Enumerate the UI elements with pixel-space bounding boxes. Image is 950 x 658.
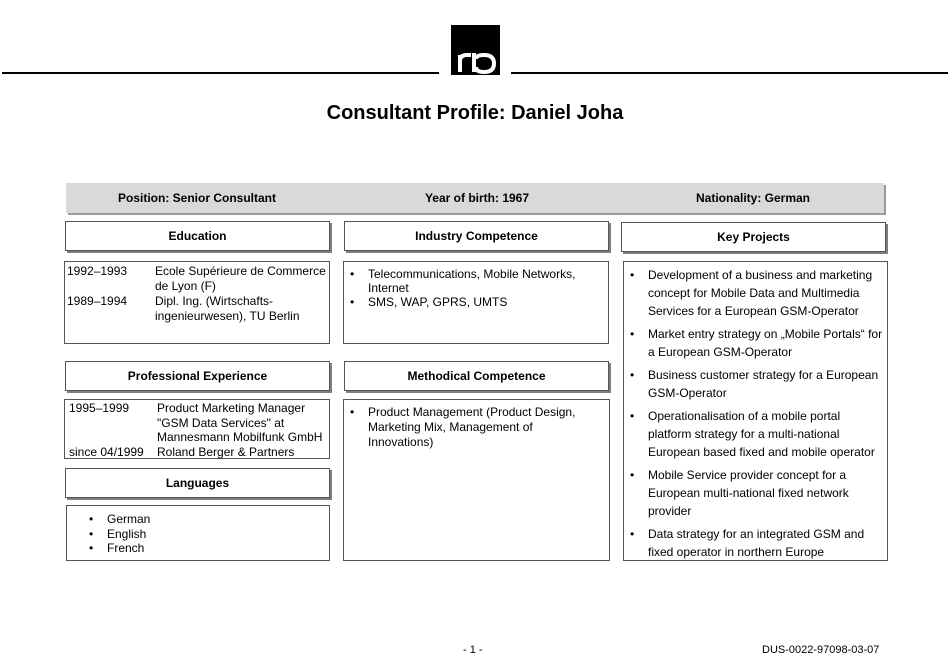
experience-heading: Professional Experience xyxy=(65,361,330,391)
industry-item: • SMS, WAP, GPRS, UMTS xyxy=(344,295,600,309)
languages-heading: Languages xyxy=(65,468,330,498)
experience-text: Roland Berger & Partners xyxy=(157,445,295,459)
project-item: • Mobile Service provider concept for a European multi-national fixed network provider xyxy=(624,466,883,520)
education-years: 1992–1993 xyxy=(67,264,128,278)
industry-item: • Telecommunications, Mobile Networks, Internet xyxy=(344,267,600,295)
experience-text: Product Marketing Manager "GSM Data Services" at Mannesmann Mobilfunk GmbH xyxy=(157,401,323,444)
education-box xyxy=(64,261,330,344)
language-item: • French xyxy=(83,541,329,556)
experience-years: since 04/1999 xyxy=(69,445,144,459)
company-logo xyxy=(451,25,500,75)
project-item: • Operationalisation of a mobile portal platform strategy for a multi-national European based fixed and mobile operator xyxy=(624,407,883,461)
projects-heading: Key Projects xyxy=(621,222,886,252)
industry-box xyxy=(343,261,609,344)
education-text: Ecole Supérieure de Commerce de Lyon (F) xyxy=(155,264,326,293)
project-item: • Development of a business and marketing concept for Mobile Data and Multimedia Services for a European GSM-Operator xyxy=(624,266,883,320)
page-number: - 1 - xyxy=(463,644,483,656)
languages-box xyxy=(66,505,330,561)
methodical-heading: Methodical Competence xyxy=(344,361,609,391)
methodical-item: • Product Management (Product Design, Marketing Mix, Management of Innovations) xyxy=(344,405,593,450)
page-title: Consultant Profile: Daniel Joha xyxy=(326,102,624,124)
project-item: • Market entry strategy on „Mobile Portals“ for a European GSM-Operator xyxy=(624,325,883,361)
header-rule-left xyxy=(2,72,439,74)
methodical-box xyxy=(343,399,610,561)
language-item: • German xyxy=(83,512,329,527)
projects-box xyxy=(623,261,888,561)
project-item: • Data strategy for an integrated GSM and fixed operator in northern Europe xyxy=(624,525,883,561)
logo-mark xyxy=(451,25,500,75)
industry-heading: Industry Competence xyxy=(344,221,609,251)
education-heading: Education xyxy=(65,221,330,251)
header-rule-right xyxy=(511,72,948,74)
document-id: DUS-0022-97098-03-07 xyxy=(762,644,880,656)
info-bar xyxy=(66,183,884,213)
project-item: • Business customer strategy for a European GSM-Operator xyxy=(624,366,883,402)
language-item: • English xyxy=(83,527,329,542)
education-text: Dipl. Ing. (Wirtschafts-ingenieurwesen), TU Berlin xyxy=(155,294,300,323)
experience-box xyxy=(64,399,330,459)
birth-year-label: Year of birth: 1967 xyxy=(424,191,530,205)
position-label: Position: Senior Consultant xyxy=(118,191,276,205)
experience-years: 1995–1999 xyxy=(69,401,130,415)
nationality-label: Nationality: German xyxy=(695,191,811,205)
education-years: 1989–1994 xyxy=(67,294,128,308)
